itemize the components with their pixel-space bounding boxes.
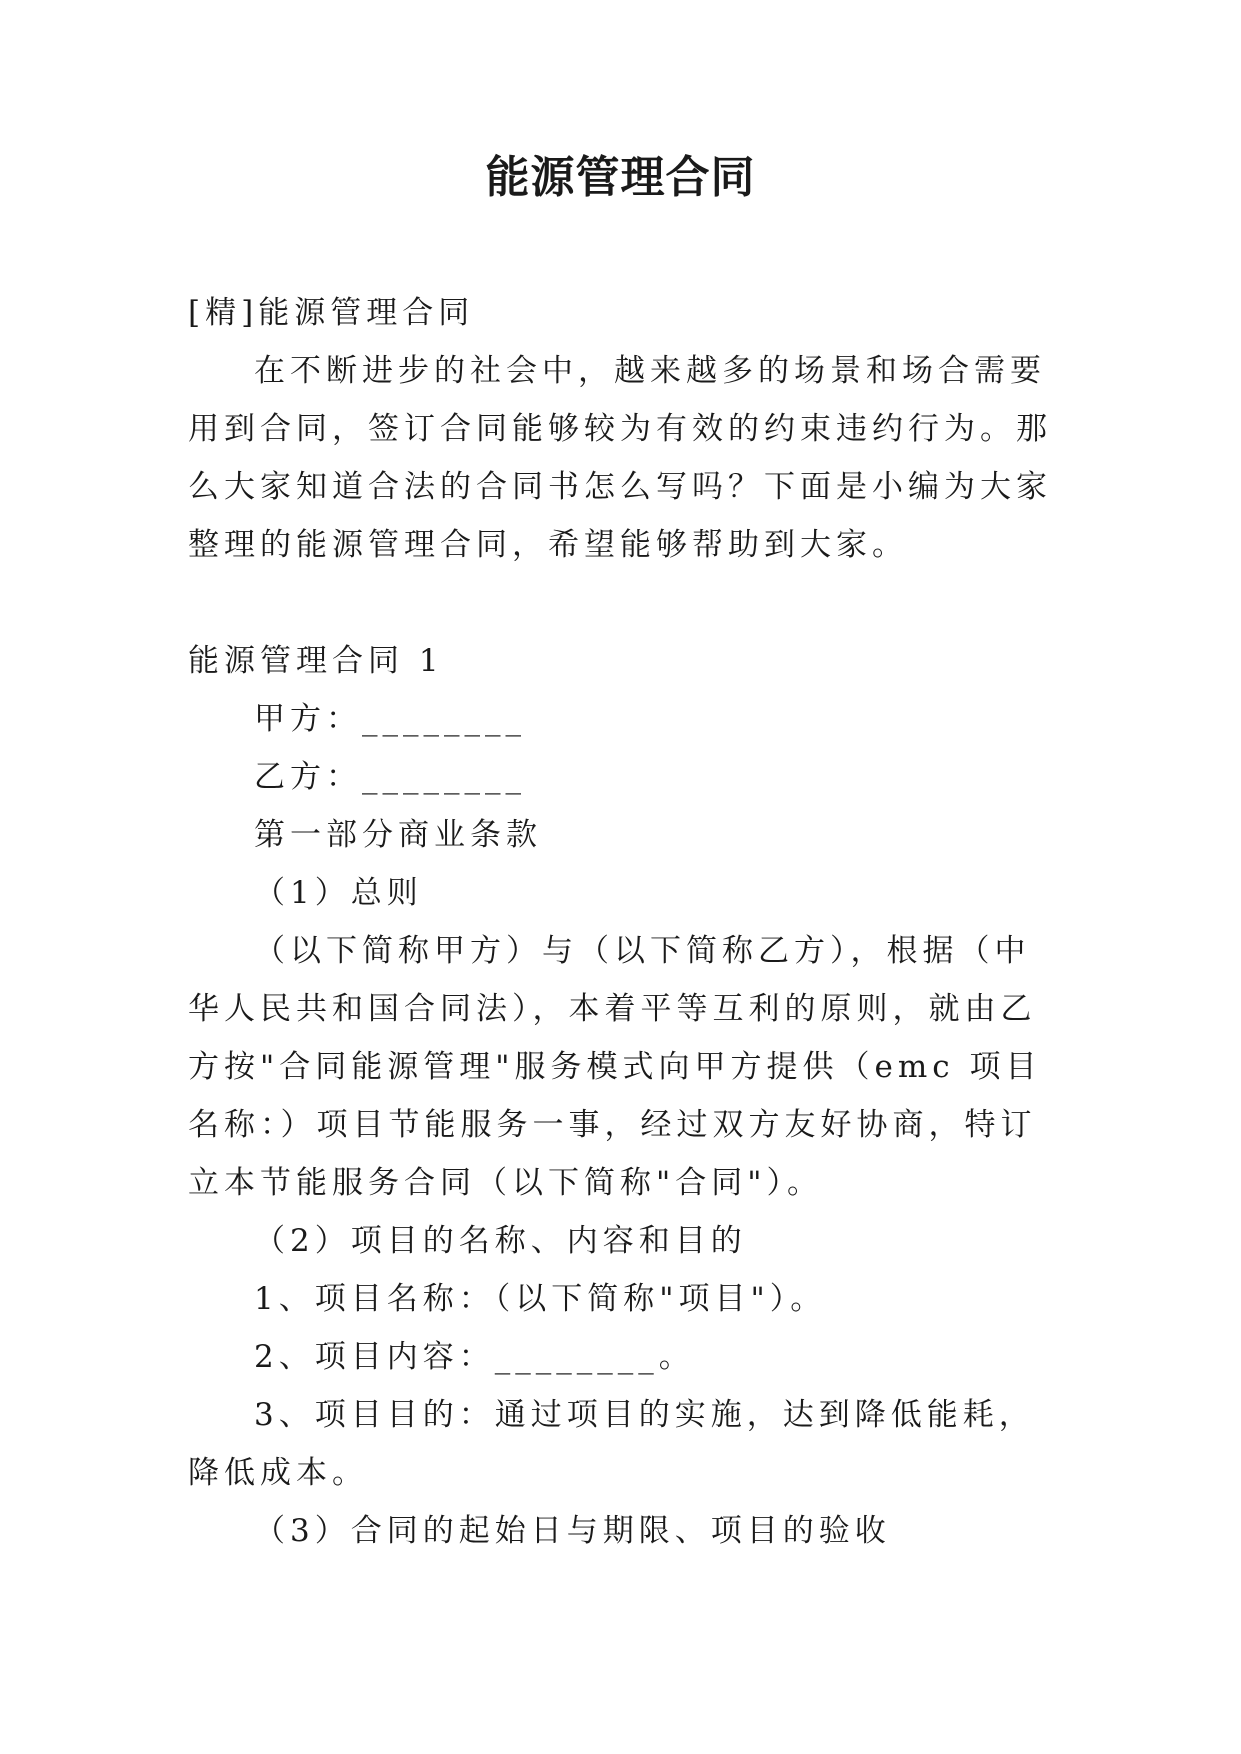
- party-a-line: 甲方：________: [254, 701, 526, 737]
- clause-heading-2: （2）项目的名称、内容和目的: [254, 1223, 747, 1259]
- party-b-line: 乙方：________: [254, 759, 526, 795]
- section-heading: 能源管理合同 1: [188, 643, 444, 679]
- clause-heading-1: （1）总则: [254, 875, 423, 911]
- general-clause-paragraph: （以下简称甲方）与（以下简称乙方），根据（中华人民共和国合同法），本着平等互利的原则，就由乙方按"合同能源管理"服务模式向甲方提供（emc 项目名称：）项目节能服务一事，经过双方友好协商，特订立本节能服务合同（以下简称"合同"）。: [188, 933, 1042, 1201]
- list-item: 2、项目内容：________。: [254, 1339, 695, 1375]
- intro-paragraph: 在不断进步的社会中，越来越多的场景和场合需要用到合同，签订合同能够较为有效的约束违约行为。那么大家知道合法的合同书怎么写吗？下面是小编为大家整理的能源管理合同，希望能够帮助到大家。: [188, 353, 1052, 563]
- list-item: 1、项目名称：（以下简称"项目"）。: [254, 1281, 827, 1317]
- part-heading: 第一部分商业条款: [254, 817, 542, 853]
- page-title: 能源管理合同: [485, 152, 756, 203]
- clause-heading-3: （3）合同的起始日与期限、项目的验收: [254, 1513, 891, 1549]
- doc-subtitle: [精]能源管理合同: [188, 295, 475, 331]
- document-body: [188, 284, 1056, 1560]
- list-item: 3、项目目的：通过项目的实施，达到降低能耗，降低成本。: [188, 1397, 1035, 1491]
